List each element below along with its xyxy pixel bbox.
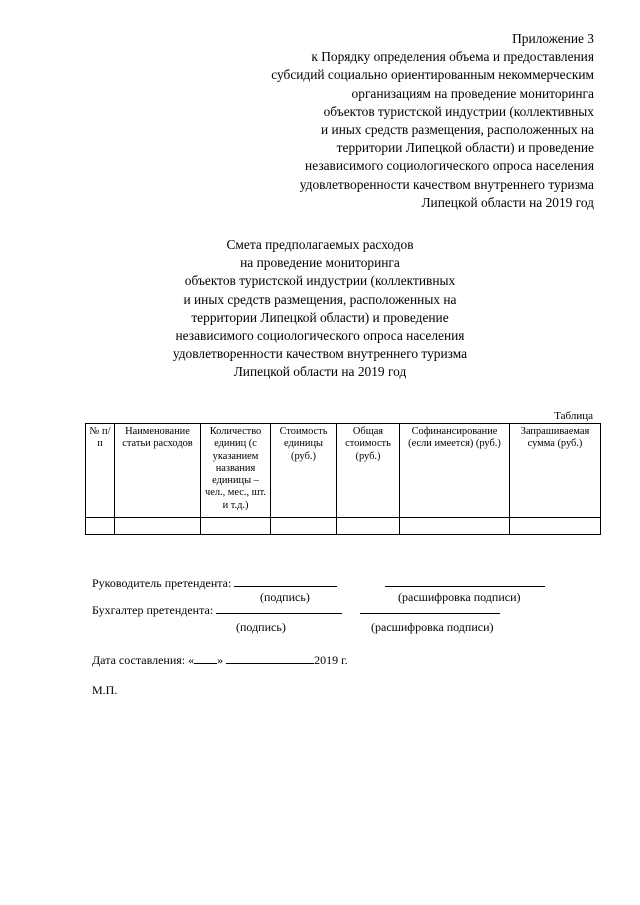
appendix-line: Липецкой области на 2019 год — [421, 194, 594, 210]
head-signature-line — [92, 575, 337, 590]
seal-mark: М.П. — [92, 683, 118, 697]
date-mid: » — [217, 653, 224, 667]
accountant-label: Бухгалтер претендента: — [92, 603, 214, 617]
col-unit-cost: Стоимость единицы (руб.) — [271, 424, 337, 518]
table-cell[interactable] — [201, 518, 271, 535]
title-line: Смета предполагаемых расходов — [226, 237, 414, 252]
title-line: и иных средств размещения, расположенных на — [183, 291, 457, 307]
col-requested-amount: Запрашиваемая сумма (руб.) — [510, 424, 601, 518]
accountant-signature-line — [92, 602, 342, 617]
table-label: Таблица — [554, 410, 593, 422]
date-prefix: Дата составления: « — [92, 653, 195, 667]
head-signature-field[interactable] — [234, 575, 337, 587]
title-line: Липецкой области на 2019 год — [233, 364, 407, 380]
appendix-line: и иных средств размещения, расположенных на — [321, 122, 594, 138]
title-line: на проведение мониторинга — [240, 255, 400, 271]
estimate-table — [85, 423, 601, 535]
date-month-field[interactable] — [226, 652, 314, 664]
appendix-line: объектов туристской индустрии (коллективных — [323, 103, 594, 119]
appendix-line: субсидий социально ориентированным некоммерческим — [271, 67, 594, 83]
head-label: Руководитель претендента: — [92, 576, 232, 590]
table-cell[interactable] — [271, 518, 337, 535]
head-decoding-field[interactable] — [385, 575, 545, 587]
table-cell[interactable] — [337, 518, 400, 535]
head-signature-caption: (подпись) — [260, 590, 310, 604]
estimate-title — [80, 236, 560, 382]
col-number: № п/п — [86, 424, 115, 518]
table-cell[interactable] — [86, 518, 115, 535]
table-cell[interactable] — [400, 518, 510, 535]
title-line: территории Липецкой области) и проведение — [191, 309, 449, 325]
appendix-line: к Порядку определения объема и предоставления — [311, 49, 594, 65]
appendix-line: удовлетворенности качеством внутреннего туризма — [299, 176, 594, 192]
appendix-line: независимого социологического опроса населения — [305, 158, 594, 174]
table-row — [86, 518, 601, 535]
table-cell[interactable] — [510, 518, 601, 535]
date-day-field[interactable] — [194, 652, 217, 664]
accountant-signature-field[interactable] — [216, 602, 342, 614]
appendix-line: территории Липецкой области) и проведение — [336, 140, 594, 156]
head-decoding-caption: (расшифровка подписи) — [398, 590, 521, 604]
table-cell[interactable] — [115, 518, 201, 535]
title-line: независимого социологического опроса населения — [175, 328, 465, 344]
appendix-line: Приложение 3 — [512, 31, 594, 46]
date-line — [92, 652, 348, 667]
appendix-line: организациям на проведение мониторинга — [351, 85, 594, 101]
accountant-decoding-field[interactable] — [360, 602, 500, 614]
col-cofinancing: Софинансирование (если имеется) (руб.) — [400, 424, 510, 518]
head-decoding-line — [385, 575, 545, 590]
title-line: удовлетворенности качеством внутреннего туризма — [172, 346, 468, 362]
appendix-header — [174, 30, 594, 212]
table-header-row — [86, 424, 601, 518]
accountant-decoding-line — [360, 602, 500, 617]
col-total-cost: Общая стоимость (руб.) — [337, 424, 400, 518]
accountant-signature-caption: (подпись) — [236, 620, 286, 634]
col-quantity: Количество единиц (с указанием названия единицы – чел., мес., шт. и т.д.) — [201, 424, 271, 518]
col-expense-item: Наименование статьи расходов — [115, 424, 201, 518]
title-line: объектов туристской индустрии (коллективных — [184, 273, 456, 289]
date-suffix: 2019 г. — [314, 653, 348, 667]
accountant-decoding-caption: (расшифровка подписи) — [371, 620, 494, 634]
